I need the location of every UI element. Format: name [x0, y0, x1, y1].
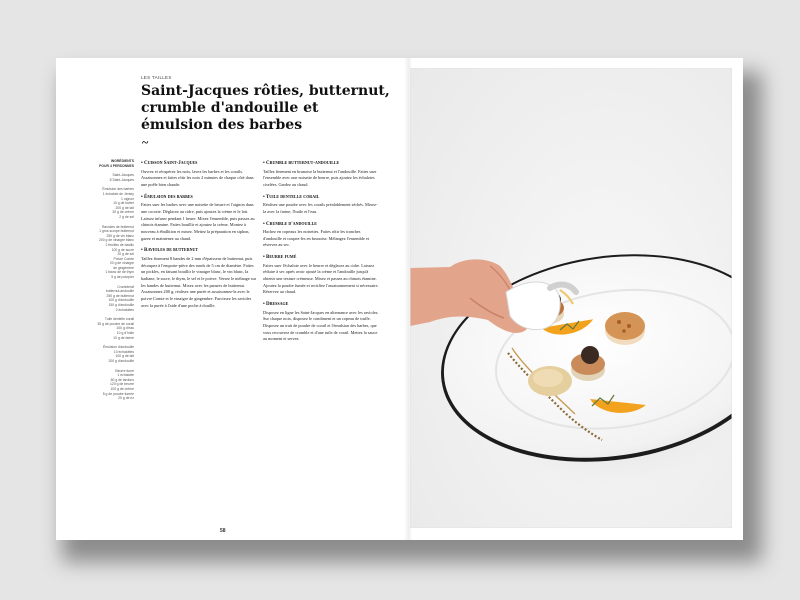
ingredient-line: 10 g de farine — [113, 335, 134, 340]
step-section — [141, 161, 257, 189]
ingredient-line: 100 g de lait — [115, 354, 134, 359]
ingredient-line: 20 g de sel — [117, 252, 134, 257]
ingredient-groups — [78, 173, 134, 401]
ingredient-line: 20 g de riz — [118, 396, 134, 401]
ingredient-line: 1 gros scorpe butternut — [99, 229, 134, 234]
ingredients-list — [78, 159, 134, 401]
ingredients-heading-line: POUR 4 PERSONNES — [99, 163, 134, 168]
ingredient-line: 1 échalotte — [117, 373, 134, 378]
step-text: Réalisez une poudre avec les corails préalablement séchés. Mixez-la avec la farine, l'huile et l'eau. — [263, 202, 378, 214]
ingredient-line: 2 g de sel — [119, 214, 134, 219]
step-title: • Tuile dentelle corail — [263, 194, 320, 200]
ingredient-group-title: Crumbleraf — [117, 284, 134, 289]
ingredients-heading — [78, 159, 134, 168]
ingredient-line: butternut-andouille — [105, 289, 134, 294]
ingredient-line: 100 g d'andouille — [108, 298, 134, 303]
step-section — [263, 222, 379, 250]
step-title: • Cuisson Saint-Jacques — [141, 161, 198, 166]
ingredient-line: 100 g de crème — [110, 386, 134, 391]
ingredient-line: 35 g de poudre de corail — [97, 321, 134, 326]
plated-dish-photo — [410, 68, 732, 528]
step-text: Taillez finement 8 bandes de 2 mm d'épaisseur de butternut, puis découpez à l'emporte-pièce des ronds de 5 cm de diamètre. Faites un pickles, en faisant bouillir le vinaigre blanc, le vin blanc, la badiane, le sucre, le thym, le sel et le poivre. Versez le mélange sur les bandes de butternut. Mixez avec les parures de butternut. Assaisonnez 200 g, réalisez une purée et assaisonnez-la avec le poivre Comte et le vinaigre de gingembre. Farcissez les ravioles avec la purée à l'aide d'une poche à douille. — [141, 255, 257, 308]
ingredient-group-title: Tuile dentelle corail — [104, 317, 134, 322]
step-section — [263, 255, 379, 296]
step-section — [263, 302, 379, 343]
ingredient-line: 30 g de crème — [112, 210, 134, 215]
ingredient-line: 5 g de pourpier — [111, 275, 134, 280]
title-ornament: ~ — [142, 135, 149, 149]
step-section — [141, 195, 257, 243]
step-section — [263, 161, 379, 189]
dish-illustration — [410, 68, 732, 528]
ingredient-group-title: Saint-Jacques — [112, 173, 134, 178]
ingredient-line: 200 g d'andouille — [108, 358, 134, 363]
ingredient-line: 120 g de beurre — [110, 382, 134, 387]
steps-column-1 — [141, 161, 257, 315]
ingredient-line: 1 blanc de de thym — [105, 270, 134, 275]
andouille-crumble — [627, 324, 631, 328]
step-text: Taillez finement en brunoise la butternut et l'andouille. Faites suer l'ensemble avec une noisette de beurre, puis ajoutez les échalotes ciselées. Gardez au chaud. — [263, 168, 377, 187]
step-section — [141, 248, 257, 309]
ingredient-line: 10 g d'huile — [116, 331, 134, 335]
ingredient-line: 1 oignon — [120, 196, 134, 201]
andouille-crumble — [622, 329, 626, 333]
ingredient-line: 20 g de vinaigre — [109, 261, 134, 266]
ingredient-line: 200 g de vinaigre blanc — [98, 238, 134, 243]
step-title: • Crumble d'andouille — [263, 221, 317, 227]
ingredients-heading-line: INGRÉDIENTS — [110, 159, 134, 163]
ingredient-line: 2 feuilles de basilic — [105, 242, 134, 247]
ingredient-line: 60 g de lardons — [110, 377, 134, 382]
ingredient-line: 2 échalottes — [115, 307, 134, 312]
step-text: Disposez en ligne les Saint-Jacques en alternance avec les ravioles. Sur chaque noix, disposez le condiment et un copeau de truffe. Disposez un trait de poudre de corail et l'émulsion des barbes, que vous recouvrez de crumble et d'une tuile de corail. Mettez la sauce au moment et servez. — [263, 309, 379, 342]
ingredient-line: 150 g d'andouille — [108, 303, 134, 308]
step-text: Ouvrez et récupérez les noix, lavez les barbes et les corails. Assaisonnez et faites rôtir les noix 2 minutes de chaque côté dans une poêle bien chaude. — [141, 168, 254, 187]
step-text: Hachez en copeaux les noisettes. Faites rôtir les tranches d'andouille et coupez-les en brunoise. Mélangez l'ensemble et réservez au sec. — [263, 229, 370, 248]
andouille-crumble — [617, 320, 621, 324]
step-section — [263, 195, 379, 216]
ingredient-group-title: Beurre fumé — [115, 368, 134, 373]
steps-column-2 — [263, 161, 379, 349]
ingredient-group-title: Émulsion des barbes — [102, 187, 134, 192]
book-spread — [56, 58, 743, 540]
recipe-kicker: LES TAILLES — [141, 75, 172, 80]
ingredient-line: 250 g de vin blanc — [106, 233, 134, 238]
ingredient-group-title: Ravioles de butternut — [101, 224, 134, 229]
recipe-title: Saint-Jacques rôties, butternut, crumble d'andouille et émulsion des barbes — [141, 83, 390, 133]
ingredient-group-title: Émulsion d'andouille — [103, 345, 134, 350]
ingredient-line: 100 g d'eau — [116, 326, 134, 331]
ingredient-line: 250 g de butternut — [106, 293, 134, 298]
ingredient-line: 1 échalote de Jersey — [102, 191, 134, 196]
step-title: • Ravioles de butternut — [141, 248, 199, 254]
ingredient-line: 8 Saint-Jacques — [109, 177, 134, 182]
ingredient-line: 200 g de lait — [115, 205, 134, 210]
emulsion-sauce — [533, 369, 563, 387]
step-title: • Dressage — [263, 302, 289, 308]
step-title: • Émulsion des barbes — [141, 194, 193, 200]
ingredient-line: 5 g de poudre fumée — [102, 391, 134, 396]
left-page — [56, 58, 409, 540]
ingredient-line: Poivre Comte — [113, 256, 134, 261]
ingredient-line: 100 g de sucre — [111, 247, 134, 252]
andouille-crumble — [605, 312, 645, 340]
step-title: • Beurre fumé — [263, 255, 297, 261]
ingredient-line: 10 g de butter — [113, 201, 134, 206]
step-text: Faites suer l'échalote avec le beurre et déglacez au cidre. Laissez réduire à sec après avoir ajouté la crème et l'andouille jusqu'à obtenir une texture crémeuse. Mixez et passez au chinois étamine. Ajoutez la poudre fumée et rectifiez l'assaisonnement si nécessaire. Réservez au chaud. — [263, 262, 379, 295]
truffle-shaving — [581, 346, 599, 364]
ingredient-line: 10 échalottes — [113, 349, 134, 354]
step-text: Faites suer les barbes avec une noisette de beurre et l'oignon dans une cocotte. Déglacez au cidre, puis ajoutez la crème et le lait. Laissez infuser pendant 1 heure. Mixez l'ensemble, puis passez au chinois étamine. Faites bouillir et ajoutez la crème. Montez à nouveau à ébullition et mixez. Mettez la préparation en siphon, gazez et maintenez au chaud. — [141, 202, 255, 241]
ingredient-line: de gingembre — [113, 265, 134, 270]
step-title: • Crumble butternut-andouille — [263, 161, 340, 166]
page-number: 58 — [220, 528, 226, 534]
